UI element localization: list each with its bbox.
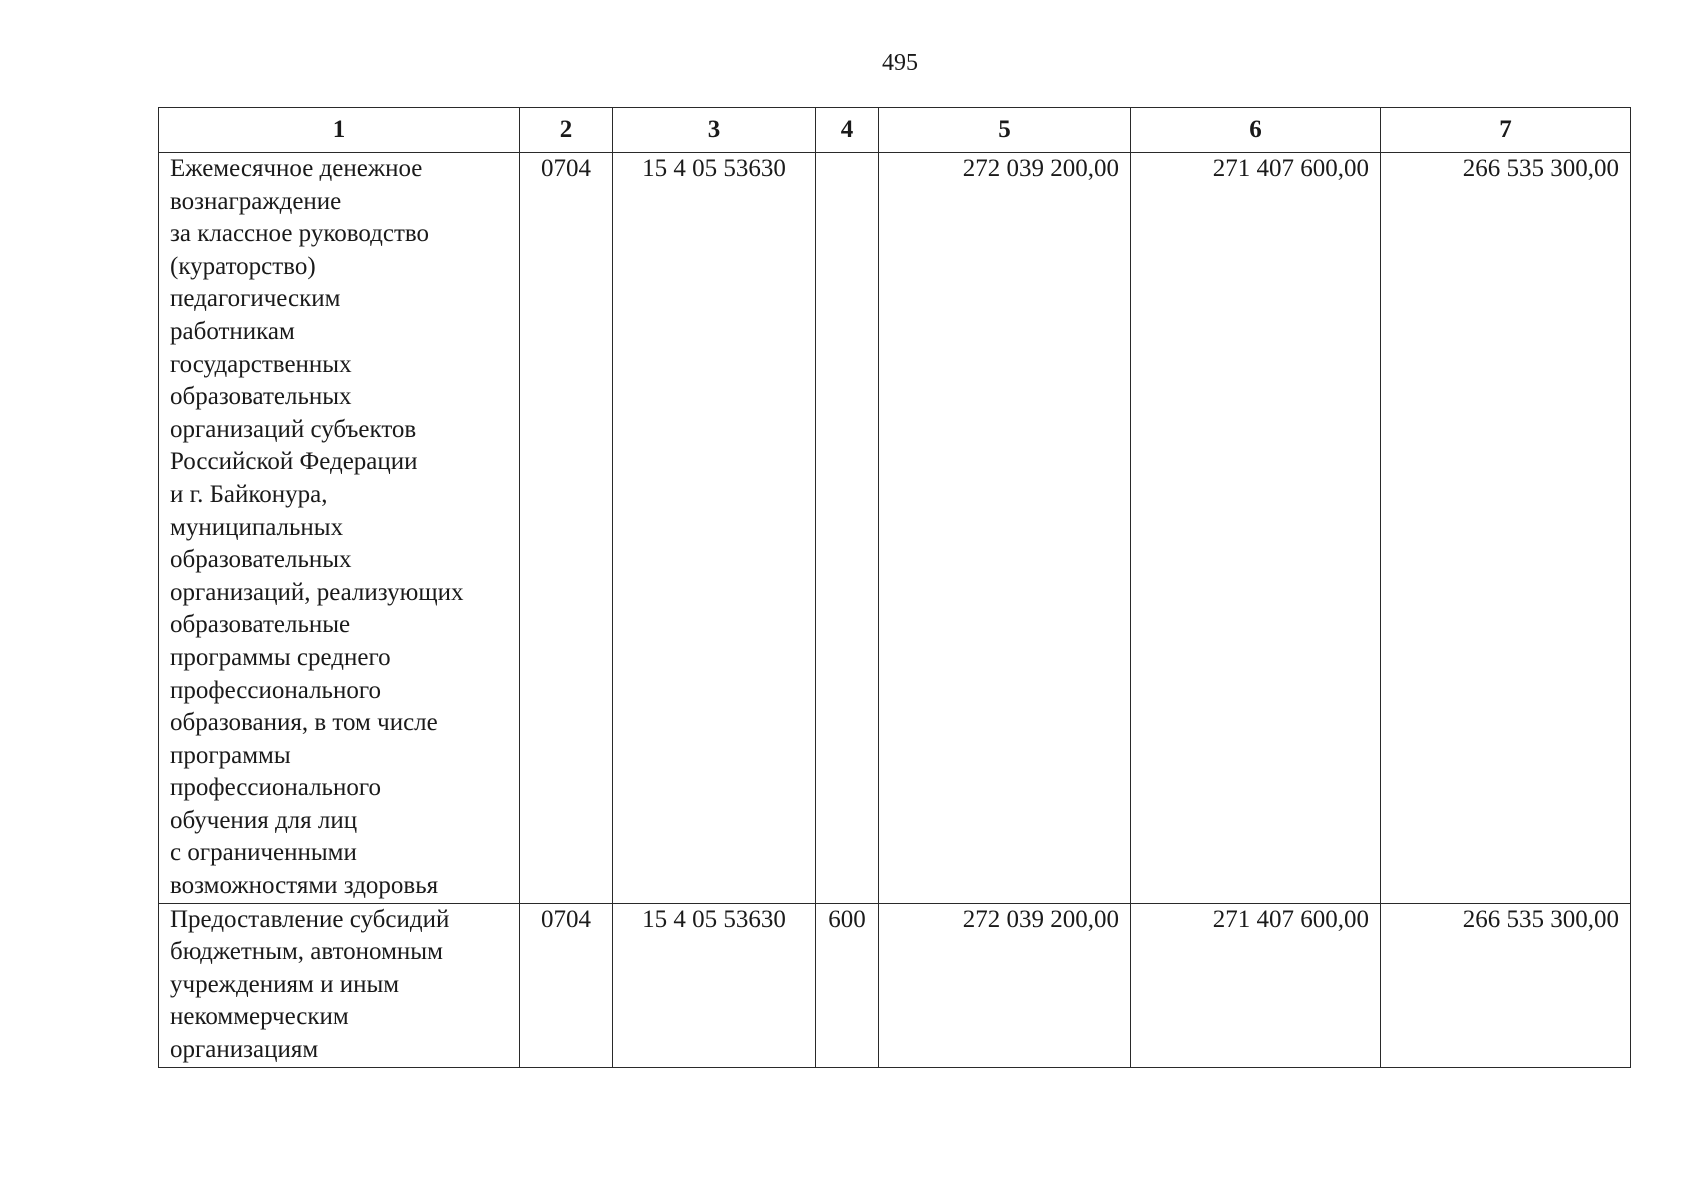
name-line: профессионального xyxy=(170,774,381,802)
target-code-cell: 15 4 05 53630 xyxy=(613,903,816,1067)
name-line: муниципальных xyxy=(170,513,344,541)
header-col-1: 1 xyxy=(159,108,520,153)
name-line: учреждениям и иным xyxy=(170,970,400,998)
name-line: с ограниченными xyxy=(170,839,357,867)
section-code-cell: 0704 xyxy=(520,903,613,1067)
name-line: педагогическим xyxy=(170,285,341,313)
name-line: государственных xyxy=(170,350,352,378)
name-line: обучения для лиц xyxy=(170,806,358,834)
header-col-6: 6 xyxy=(1131,108,1381,153)
name-line: образовательных xyxy=(170,383,352,411)
name-line: некоммерческим xyxy=(170,1003,349,1031)
name-line: программы среднего xyxy=(170,643,391,671)
name-line: образовательных xyxy=(170,546,352,574)
header-col-7: 7 xyxy=(1381,108,1631,153)
name-line: возможностями здоровья xyxy=(170,872,439,900)
name-line: Ежемесячное денежное xyxy=(170,155,423,182)
name-line: организаций, реализующих xyxy=(170,578,464,606)
name-line: за классное руководство xyxy=(170,220,429,248)
name-line: Российской Федерации xyxy=(170,448,418,476)
page-number: 495 xyxy=(882,50,918,76)
name-line: и г. Байконура, xyxy=(170,480,328,508)
header-col-5: 5 xyxy=(879,108,1131,153)
expense-type-cell: 600 xyxy=(816,903,879,1067)
name-line: образования, в том числе xyxy=(170,709,438,737)
name-line: (кураторство) xyxy=(170,252,316,280)
expense-type-cell xyxy=(816,153,879,904)
section-code-cell: 0704 xyxy=(520,153,613,904)
header-col-3: 3 xyxy=(613,108,816,153)
name-line: образовательные xyxy=(170,611,351,639)
name-line: профессионального xyxy=(170,676,381,704)
name-line: программы xyxy=(170,741,291,769)
header-col-4: 4 xyxy=(816,108,879,153)
sum-col-5-cell: 272 039 200,00 xyxy=(879,153,1131,904)
row-name-cell xyxy=(159,153,520,904)
sum-col-7-cell: 266 535 300,00 xyxy=(1381,153,1631,904)
sum-col-6-cell: 271 407 600,00 xyxy=(1131,153,1381,904)
sum-col-7-cell: 266 535 300,00 xyxy=(1381,903,1631,1067)
target-code-cell: 15 4 05 53630 xyxy=(613,153,816,904)
header-row xyxy=(159,108,1631,153)
table-row xyxy=(159,903,1631,1067)
sum-col-5-cell: 272 039 200,00 xyxy=(879,903,1131,1067)
name-line: вознаграждение xyxy=(170,187,342,215)
sum-col-6-cell: 271 407 600,00 xyxy=(1131,903,1381,1067)
name-line: организациям xyxy=(170,1036,319,1064)
name-line: Предоставление субсидий xyxy=(170,905,450,933)
table-row xyxy=(159,153,1631,904)
name-line: работникам xyxy=(170,317,295,345)
row-name-cell xyxy=(159,903,520,1067)
header-col-2: 2 xyxy=(520,108,613,153)
name-line: бюджетным, автономным xyxy=(170,938,443,966)
name-line: организаций субъектов xyxy=(170,415,417,443)
budget-table xyxy=(158,107,1631,1068)
